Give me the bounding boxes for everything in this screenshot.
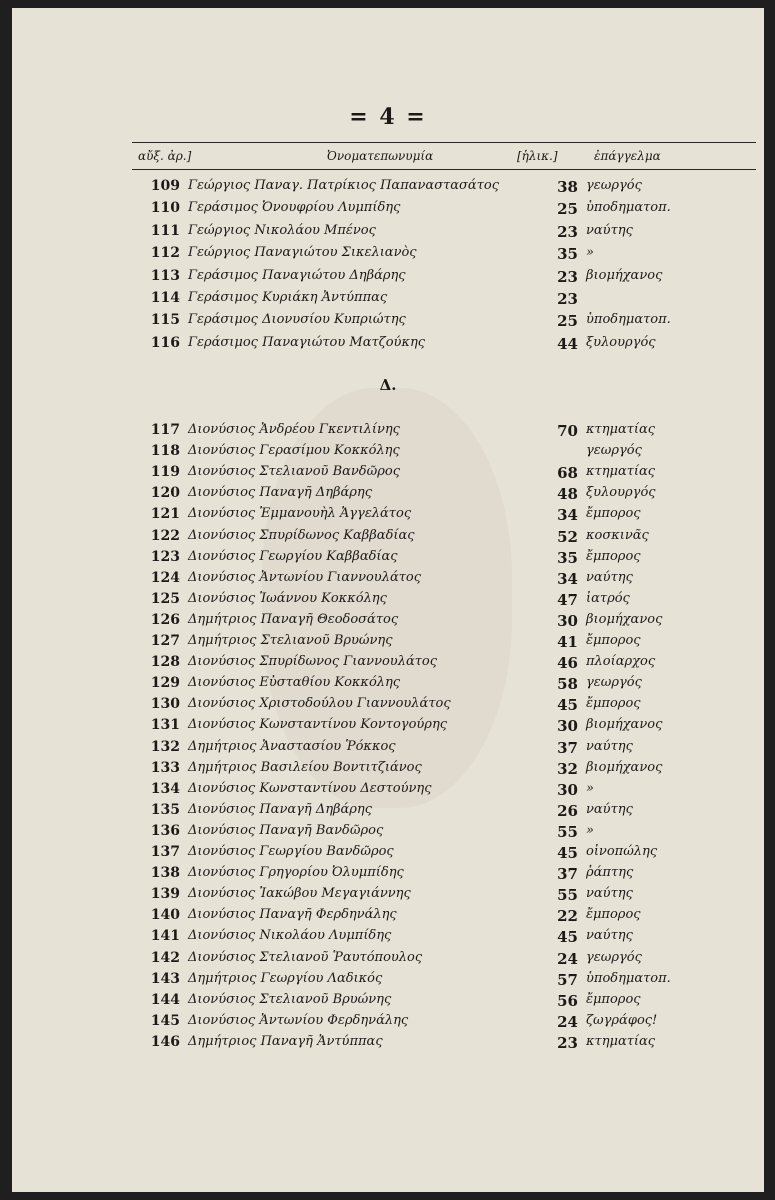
row-number: 139 bbox=[150, 886, 180, 903]
person-age: 58 bbox=[557, 675, 578, 694]
person-age: 55 bbox=[557, 822, 578, 841]
row-number: 132 bbox=[150, 738, 180, 755]
person-age: 35 bbox=[557, 548, 578, 567]
row-number: 136 bbox=[150, 822, 180, 839]
person-age: 34 bbox=[557, 569, 578, 588]
person-occupation: ἔμπορος bbox=[586, 506, 641, 522]
row-number: 119 bbox=[150, 464, 180, 481]
section-heading: Δ. bbox=[379, 376, 397, 394]
person-name: Διονύσιος Γεωργίου Καββαδίας bbox=[188, 548, 398, 564]
person-occupation: ναύτης bbox=[586, 222, 633, 238]
row-number: 111 bbox=[150, 222, 180, 239]
person-name: Γεώργιος Παναγιώτου Σικελιανὸς bbox=[188, 245, 417, 261]
person-age: 35 bbox=[557, 245, 578, 264]
table-row bbox=[12, 610, 764, 632]
person-age: 30 bbox=[557, 717, 578, 736]
person-age: 70 bbox=[557, 422, 578, 440]
person-name: Δημήτριος Παναγῆ Ἀντύππας bbox=[188, 1033, 383, 1049]
table-header bbox=[132, 142, 756, 170]
person-age: 41 bbox=[557, 633, 578, 651]
row-number: 128 bbox=[150, 654, 180, 671]
person-occupation: οἰνοπώλης bbox=[586, 844, 658, 859]
table-row bbox=[12, 652, 764, 674]
table-row bbox=[12, 863, 764, 885]
person-name: Διονύσιος Στελιανοῦ Ῥαυτόπουλος bbox=[188, 949, 423, 965]
table-row bbox=[12, 715, 764, 737]
person-occupation: γεωργός bbox=[586, 178, 642, 193]
person-name: Γεράσιμος Παναγιώτου Ματζούκης bbox=[188, 334, 426, 350]
person-name: Διονύσιος Παναγῆ Δηβάρης bbox=[188, 801, 372, 817]
person-name: Διονύσιος Γρηγορίου Ὀλυμπίδης bbox=[188, 865, 404, 881]
person-name: Διονύσιος Παναγῆ Βανδῶρος bbox=[188, 822, 384, 838]
person-occupation: ὑποδηματοπ. bbox=[586, 970, 671, 986]
person-name: Διονύσιος Ἐμμανουὴλ Ἀγγελάτος bbox=[188, 506, 412, 522]
row-number: 113 bbox=[150, 267, 180, 284]
person-name: Δημήτριος Βασιλείου Βοντιτζιάνος bbox=[188, 759, 422, 775]
person-occupation: ἰατρός bbox=[586, 590, 630, 606]
person-occupation: κτηματίας bbox=[586, 464, 656, 480]
table-row bbox=[12, 673, 764, 695]
person-name: Δημήτριος Γεωργίου Λαδικός bbox=[188, 970, 383, 986]
row-number: 110 bbox=[150, 200, 180, 217]
person-age: 30 bbox=[557, 780, 578, 799]
row-number: 126 bbox=[150, 611, 180, 628]
person-occupation: κτηματίας bbox=[586, 1033, 656, 1049]
person-age: 25 bbox=[557, 200, 578, 219]
person-occupation: ἔμπορος bbox=[586, 548, 641, 564]
person-occupation: βιομήχανος bbox=[586, 611, 663, 627]
person-age: 45 bbox=[557, 696, 578, 715]
table-row bbox=[12, 483, 764, 505]
person-occupation: ἔμπορος bbox=[586, 991, 641, 1007]
person-occupation: » bbox=[586, 822, 594, 838]
row-number: 109 bbox=[150, 178, 180, 194]
table-row bbox=[12, 288, 764, 310]
person-age: 45 bbox=[557, 928, 578, 947]
person-occupation: ναύτης bbox=[586, 801, 633, 817]
row-number: 112 bbox=[150, 245, 180, 262]
person-occupation: ναύτης bbox=[586, 738, 633, 754]
person-age: 24 bbox=[557, 949, 578, 968]
person-age: 24 bbox=[557, 1012, 578, 1031]
person-age: 48 bbox=[557, 485, 578, 504]
person-occupation: ζωγράφος! bbox=[586, 1012, 658, 1028]
table-row bbox=[12, 198, 764, 220]
table-row bbox=[12, 631, 764, 653]
person-age: 23 bbox=[557, 290, 578, 308]
person-occupation: γεωργός bbox=[586, 443, 642, 459]
person-age: 37 bbox=[557, 865, 578, 884]
table-row bbox=[12, 243, 764, 265]
table-row bbox=[12, 969, 764, 991]
person-occupation: ῥάπτης bbox=[586, 865, 634, 881]
table-row bbox=[12, 441, 764, 463]
person-occupation: ὑποδηματοπ. bbox=[586, 312, 671, 328]
row-number: 144 bbox=[150, 991, 180, 1008]
table-row bbox=[12, 737, 764, 759]
person-occupation: βιομήχανος bbox=[586, 267, 663, 283]
person-age: 38 bbox=[557, 178, 578, 196]
row-number: 138 bbox=[150, 865, 180, 882]
table-row bbox=[12, 926, 764, 948]
person-occupation: γεωργός bbox=[586, 675, 642, 691]
person-occupation: » bbox=[586, 780, 594, 796]
row-number: 123 bbox=[150, 548, 180, 565]
person-occupation: » bbox=[586, 245, 594, 261]
table-row bbox=[12, 842, 764, 864]
person-name: Διονύσιος Κωνσταντίνου Κοντογούρης bbox=[188, 717, 448, 733]
row-number: 131 bbox=[150, 717, 180, 734]
row-number: 142 bbox=[150, 949, 180, 966]
row-number: 117 bbox=[150, 422, 180, 438]
person-name: Διονύσιος Ἰωάννου Κοκκόλης bbox=[188, 590, 387, 606]
person-age: 22 bbox=[557, 907, 578, 926]
person-age: 68 bbox=[557, 464, 578, 483]
person-age: 23 bbox=[557, 1033, 578, 1052]
person-occupation: ἔμπορος bbox=[586, 907, 641, 923]
row-number: 116 bbox=[150, 334, 180, 351]
person-age: 57 bbox=[557, 970, 578, 989]
person-name: Διονύσιος Γεωργίου Βανδῶρος bbox=[188, 844, 394, 859]
row-number: 115 bbox=[150, 312, 180, 329]
table-row bbox=[12, 547, 764, 569]
table-row bbox=[12, 905, 764, 927]
row-number: 120 bbox=[150, 485, 180, 502]
table-row bbox=[12, 333, 764, 355]
person-occupation: ἔμπορος bbox=[586, 696, 641, 712]
table-row bbox=[12, 694, 764, 716]
table-row bbox=[12, 589, 764, 611]
person-name: Δημήτριος Ἀναστασίου Ῥόκκος bbox=[188, 738, 396, 754]
person-occupation: γεωργός bbox=[586, 949, 642, 965]
person-occupation: ξυλουργός bbox=[586, 485, 656, 501]
person-age: 25 bbox=[557, 312, 578, 331]
table-row bbox=[12, 176, 764, 198]
person-name: Διονύσιος Σπυρίδωνος Καββαδίας bbox=[188, 527, 415, 543]
table-row bbox=[12, 504, 764, 526]
person-name: Γεράσιμος Κυριάκη Ἀντύππας bbox=[188, 290, 388, 305]
person-name: Γεώργιος Νικολάου Μπένος bbox=[188, 222, 376, 238]
row-number: 114 bbox=[150, 290, 180, 306]
person-name: Διονύσιος Νικολάου Λυμπίδης bbox=[188, 928, 392, 944]
table-row bbox=[12, 758, 764, 780]
row-number: 124 bbox=[150, 569, 180, 586]
row-number: 133 bbox=[150, 759, 180, 776]
person-occupation: κτηματίας bbox=[586, 422, 656, 437]
person-age: 23 bbox=[557, 267, 578, 286]
table-row bbox=[12, 568, 764, 590]
person-name: Γεράσιμος Παναγιώτου Δηβάρης bbox=[188, 267, 406, 283]
person-occupation: ναύτης bbox=[586, 886, 633, 902]
table-row bbox=[12, 821, 764, 843]
person-age: 55 bbox=[557, 886, 578, 905]
table-row bbox=[12, 266, 764, 288]
person-name: Διονύσιος Στελιανοῦ Βρυώνης bbox=[188, 991, 392, 1007]
row-number: 143 bbox=[150, 970, 180, 987]
row-number: 135 bbox=[150, 801, 180, 818]
person-name: Διονύσιος Ἀνδρέου Γκεντιλίνης bbox=[188, 422, 400, 437]
person-occupation: βιομήχανος bbox=[586, 717, 663, 733]
person-name: Διονύσιος Κωνσταντίνου Δεστούνης bbox=[188, 780, 432, 796]
page-number: = 4 = bbox=[349, 104, 427, 130]
table-row bbox=[12, 420, 764, 442]
row-number: 146 bbox=[150, 1033, 180, 1050]
row-number: 130 bbox=[150, 696, 180, 713]
row-number: 140 bbox=[150, 907, 180, 924]
table-row bbox=[12, 310, 764, 332]
person-name: Διονύσιος Γερασίμου Κοκκόλης bbox=[188, 443, 400, 459]
person-name: Διονύσιος Εὐσταθίου Κοκκόλης bbox=[188, 675, 401, 691]
row-number: 125 bbox=[150, 590, 180, 607]
person-name: Διονύσιος Σπυρίδωνος Γιαννουλάτος bbox=[188, 654, 438, 670]
table-row bbox=[12, 884, 764, 906]
row-number: 145 bbox=[150, 1012, 180, 1029]
person-name: Γεώργιος Παναγ. Πατρίκιος Παπαναστασάτος bbox=[188, 178, 500, 193]
person-name: Διονύσιος Χριστοδούλου Γιαννουλάτος bbox=[188, 696, 451, 712]
person-age: 37 bbox=[557, 738, 578, 757]
person-name: Δημήτριος Στελιανοῦ Βρυώνης bbox=[188, 633, 393, 648]
person-name: Γεράσιμος Διονυσίου Κυπριώτης bbox=[188, 312, 406, 328]
header-name: Ὀνοματεπωνυμία bbox=[327, 149, 434, 163]
person-name: Δημήτριος Παναγῆ Θεοδοσάτος bbox=[188, 611, 399, 627]
person-age: 32 bbox=[557, 759, 578, 778]
row-number: 141 bbox=[150, 928, 180, 945]
table-row bbox=[12, 462, 764, 484]
person-age: 56 bbox=[557, 991, 578, 1010]
person-name: Διονύσιος Παναγῆ Φερδηνάλης bbox=[188, 907, 397, 923]
table-row bbox=[12, 948, 764, 970]
person-age: 47 bbox=[557, 590, 578, 609]
archive-page bbox=[12, 8, 764, 1192]
row-number: 121 bbox=[150, 506, 180, 523]
person-occupation: κοσκινᾶς bbox=[586, 527, 649, 543]
row-number: 129 bbox=[150, 675, 180, 692]
person-age: 52 bbox=[557, 527, 578, 546]
person-occupation: βιομήχανος bbox=[586, 759, 663, 775]
person-name: Διονύσιος Παναγῆ Δηβάρης bbox=[188, 485, 372, 501]
person-occupation: ξυλουργός bbox=[586, 334, 656, 350]
table-row bbox=[12, 1011, 764, 1033]
row-number: 118 bbox=[150, 443, 180, 460]
person-occupation: ὑποδηματοπ. bbox=[586, 200, 671, 216]
person-age: 46 bbox=[557, 654, 578, 673]
table-row bbox=[12, 800, 764, 822]
row-number: 127 bbox=[150, 633, 180, 649]
person-occupation: ναύτης bbox=[586, 569, 633, 585]
person-name: Διονύσιος Ἰακώβου Μεγαγιάννης bbox=[188, 886, 411, 902]
person-occupation: ἔμπορος bbox=[586, 633, 641, 648]
person-occupation: πλοίαρχος bbox=[586, 654, 656, 670]
person-age: 26 bbox=[557, 801, 578, 820]
person-name: Γεράσιμος Ὀνουφρίου Λυμπίδης bbox=[188, 200, 401, 216]
table-row bbox=[12, 526, 764, 548]
person-age: 34 bbox=[557, 506, 578, 525]
table-row bbox=[12, 779, 764, 801]
person-age: 30 bbox=[557, 611, 578, 630]
row-number: 134 bbox=[150, 780, 180, 797]
table-row bbox=[12, 221, 764, 243]
person-age: 44 bbox=[557, 334, 578, 353]
header-number: αὔξ. ἀρ.] bbox=[138, 149, 192, 163]
person-age: 45 bbox=[557, 844, 578, 862]
table-row bbox=[12, 1032, 764, 1054]
row-number: 137 bbox=[150, 844, 180, 860]
person-name: Διονύσιος Ἀντωνίου Γιαννουλάτος bbox=[188, 569, 422, 585]
header-occupation: ἐπάγγελμα bbox=[594, 149, 661, 163]
row-number: 122 bbox=[150, 527, 180, 544]
person-age: 23 bbox=[557, 222, 578, 241]
person-occupation: ναύτης bbox=[586, 928, 633, 944]
header-age: [ἡλικ.] bbox=[517, 149, 558, 163]
person-name: Διονύσιος Ἀντωνίου Φερδηνάλης bbox=[188, 1012, 409, 1028]
table-row bbox=[12, 990, 764, 1012]
person-name: Διονύσιος Στελιανοῦ Βανδῶρος bbox=[188, 464, 400, 480]
